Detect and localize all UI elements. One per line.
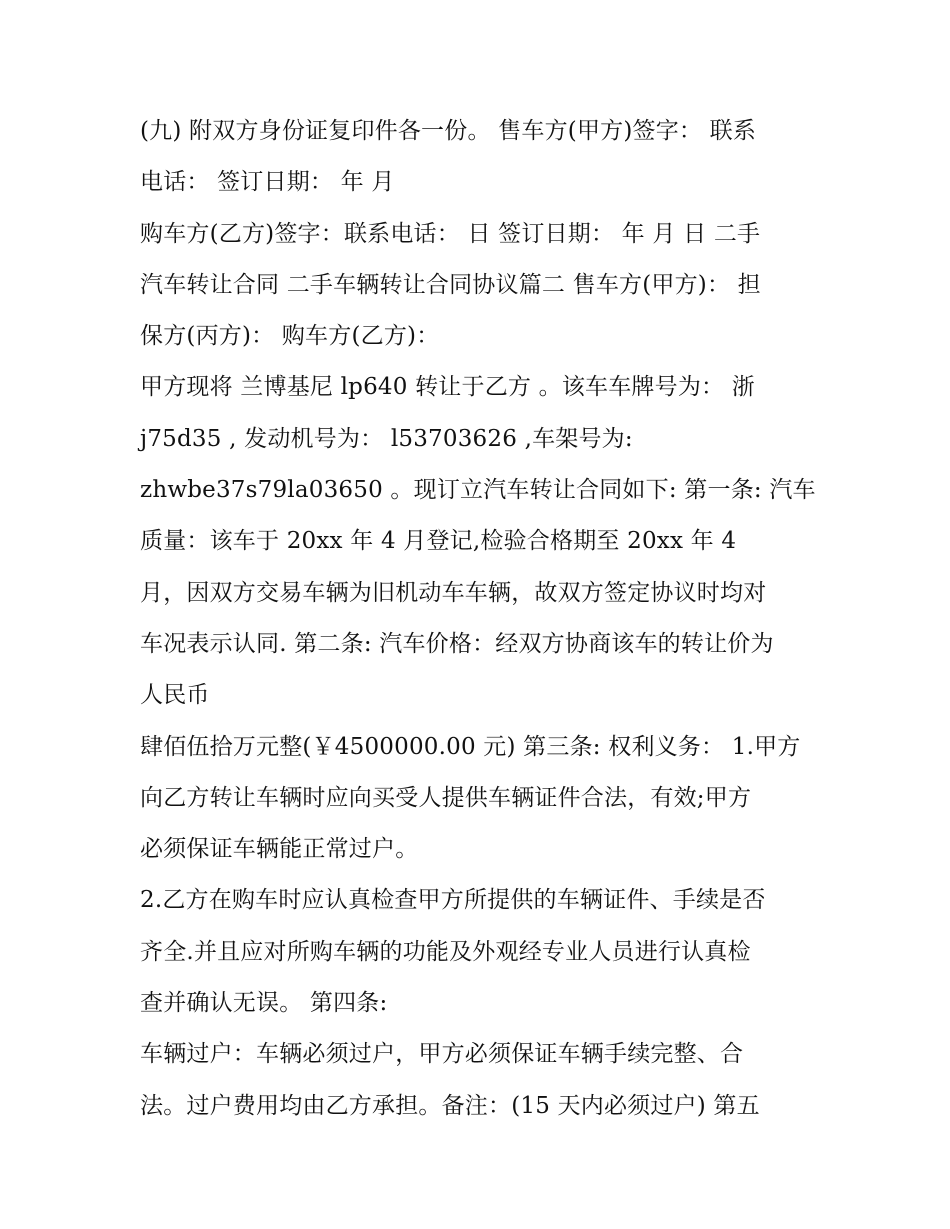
document-body xyxy=(140,106,830,1132)
text-line-6: 甲方现将 兰博基尼 lp640 转让于乙方 。该车车牌号为： 浙 xyxy=(140,374,755,401)
text-line-16: 2.乙方在购车时应认真检查甲方所提供的车辆证件、手续是否 xyxy=(140,887,766,914)
text-line-4: 汽车转让合同 二手车辆转让合同协议篇二 售车方(甲方)： 担 xyxy=(140,271,761,298)
text-line-10: 月，因双方交易车辆为旧机动车车辆，故双方签定协议时均对 xyxy=(140,579,767,606)
text-line-7: j75d35 , 发动机号为： l53703626 ,车架号为: xyxy=(140,425,633,452)
text-line-12: 人民币 xyxy=(140,682,210,709)
text-line-8: zhwbe37s79la03650 。现订立汽车转让合同如下: 第一条: 汽车 xyxy=(140,477,816,504)
text-line-15: 必须保证车辆能正常过户。 xyxy=(140,836,419,863)
text-line-11: 车况表示认同. 第二条: 汽车价格：经双方协商该车的转让价为 xyxy=(140,630,774,657)
text-line-17: 齐全.并且应对所购车辆的功能及外观经专业人员进行认真检 xyxy=(140,938,751,965)
text-line-9: 质量：该车于 20xx 年 4 月登记,检验合格期至 20xx 年 4 xyxy=(140,528,737,555)
text-line-19: 车辆过户：车辆必须过户，甲方必须保证车辆手续完整、合 xyxy=(140,1041,744,1068)
text-line-1: (九) 附双方身份证复印件各一份。 售车方(甲方)签字： 联系 xyxy=(140,118,757,144)
text-line-13: 肆佰伍拾万元整(￥4500000.00 元) 第三条: 权利义务： 1.甲方 xyxy=(140,733,801,760)
text-line-5: 保方(丙方)： 购车方(乙方)： xyxy=(140,323,440,350)
text-line-20: 法。过户费用均由乙方承担。备注：(15 天内必须过户) 第五 xyxy=(140,1092,760,1119)
text-line-2: 电话： 签订日期： 年 月 xyxy=(140,169,395,196)
text-line-18: 查并确认无误。 第四条: xyxy=(140,990,388,1017)
text-line-14: 向乙方转让车辆时应向买受人提供车辆证件合法，有效;甲方 xyxy=(140,784,752,811)
text-line-3: 购车方(乙方)签字：联系电话： 日 签订日期： 年 月 日 二手 xyxy=(140,220,761,247)
